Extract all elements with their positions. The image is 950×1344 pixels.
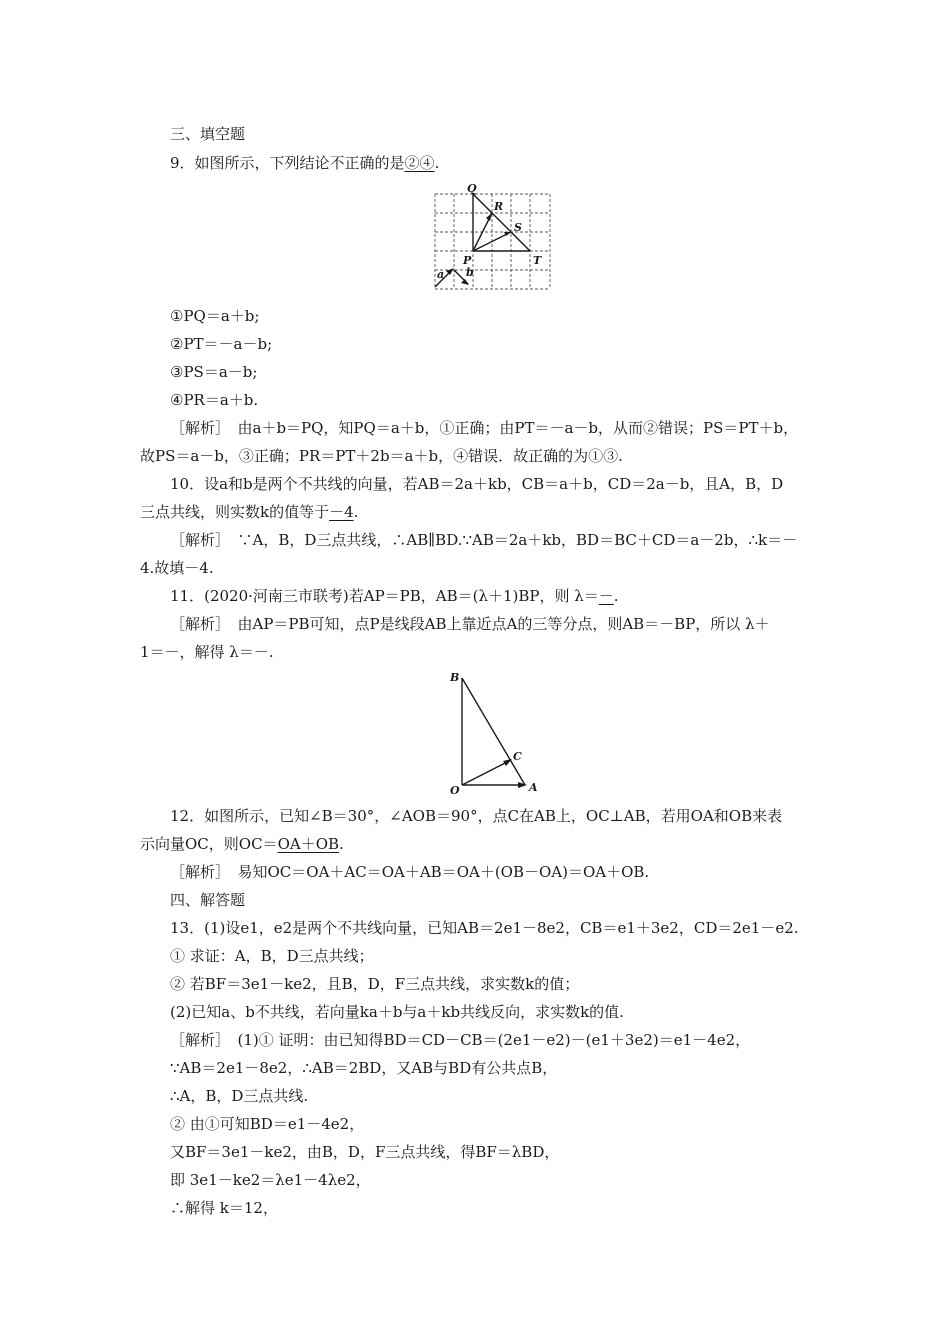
solution-10-line-1: ［解析］ ∵A，B，D三点共线，∴AB∥BD.∵AB＝2a＋kb，BD＝BC＋CD＝a－2b，∴k＝－ [170,531,798,549]
solution-13-line-6: 即 3e1－ke2＝λe1－4λe2， [170,1171,371,1189]
question-13-line-3: ② 若BF＝3e1－ke2，且B，D，F三点共线，求实数k的值； [170,975,580,993]
section-title-fill-blank: 三、填空题 [170,125,246,143]
question-10-line-1: 10．设a和b是两个不共线的向量，若AB＝2a＋kb，CB＝a＋b，CD＝2a－b，且A，B，D [170,475,784,493]
statement-3: ③PS＝a－b; [170,363,258,381]
solution-13-line-7: ∴解得 k＝12， [170,1199,278,1217]
solution-13-line-2: ∵AB＝2e1－8e2，∴AB＝2BD，又AB与BD有公共点B， [170,1059,558,1077]
question-10-text: 三点共线，则实数k的值等于 [140,503,330,521]
question-12-end: . [339,835,344,853]
solution-13-line-1: ［解析］ (1)① 证明：由已知得BD＝CD－CB＝(2e1－e2)－(e1＋3e2)＝e1－4e2， [170,1031,751,1049]
label-A: A [529,781,538,794]
question-10-line-2 [140,502,358,522]
label-P: P [463,254,472,267]
statement-4: ④PR＝a＋b. [170,391,259,409]
label-b: b [466,266,474,279]
figure-right-triangle [445,668,545,798]
question-11 [170,586,619,606]
question-11-text: 11．(2020·河南三市联考)若AP＝PB，AB＝(λ＋1)BP，则 λ＝ [170,587,599,605]
label-R: R [494,200,504,213]
solution-9-line-1: ［解析］ 由a＋b＝PQ，知PQ＝a＋b，①正确；由PT＝－a－b，从而②错误；PS＝PT＋b， [170,419,799,437]
question-9-text: 9．如图所示，下列结论不正确的是 [170,154,405,172]
question-10-answer: －4 [329,503,354,521]
solution-10-line-2: 4.故填－4. [140,559,214,577]
figure-grid-triangle [430,184,560,296]
label-C: C [513,750,522,763]
question-13-line-1: 13．(1)设e1，e2是两个不共线向量，已知AB＝2e1－8e2，CB＝e1＋3e2，CD＝2e1－e2. [170,919,799,937]
solution-11-line-2: 1＝－，解得 λ＝－. [140,643,274,661]
label-a: a [437,268,445,281]
question-9-answer: ②④ [404,154,435,172]
solution-11-line-1: ［解析］ 由AP＝PB可知，点P是线段AB上靠近点A的三等分点，则AB＝－BP，所以 λ＋ [170,615,770,633]
solution-13-line-5: 又BF＝3e1－ke2，由B，D，F三点共线，得BF＝λBD， [170,1143,560,1161]
label-B: B [450,671,460,684]
question-13-line-2: ① 求证：A，B，D三点共线； [170,947,374,965]
section-title-answer: 四、解答题 [170,891,246,909]
question-11-answer: － [598,587,614,605]
label-S: S [514,221,522,234]
question-9 [170,153,439,173]
question-11-end: . [613,587,619,605]
question-12-text: 示向量OC，则OC＝ [140,835,278,853]
question-13-line-4: (2)已知a、b不共线，若向量ka＋b与a＋kb共线反向，求实数k的值. [170,1003,624,1021]
question-10-end: . [353,503,359,521]
question-9-end: . [434,154,440,172]
statement-1: ①PQ＝a＋b; [170,307,260,325]
label-Q: Q [467,184,477,195]
solution-12: ［解析］ 易知OC＝OA＋AC＝OA＋AB＝OA＋(OB－OA)＝OA＋OB. [170,863,650,881]
solution-13-line-4: ② 由①可知BD＝e1－4e2， [170,1115,365,1133]
question-12-line-1: 12．如图所示，已知∠B＝30°，∠AOB＝90°，点C在AB上，OC⊥AB，若用OA和OB来表 [170,807,783,825]
solution-9-line-2: 故PS＝a－b，③正确；PR＝PT＋2b＝a＋b，④错误．故正确的为①③. [140,447,623,465]
triangle-sides [462,678,525,785]
label-O: O [450,784,460,797]
statement-2: ②PT＝－a－b; [170,335,273,353]
label-T: T [533,254,542,267]
question-12-line-2 [140,834,344,854]
solution-13-line-3: ∴A，B，D三点共线. [170,1087,309,1105]
question-12-answer: OA＋OB [277,835,340,853]
triangle-arrowheads [486,213,511,236]
